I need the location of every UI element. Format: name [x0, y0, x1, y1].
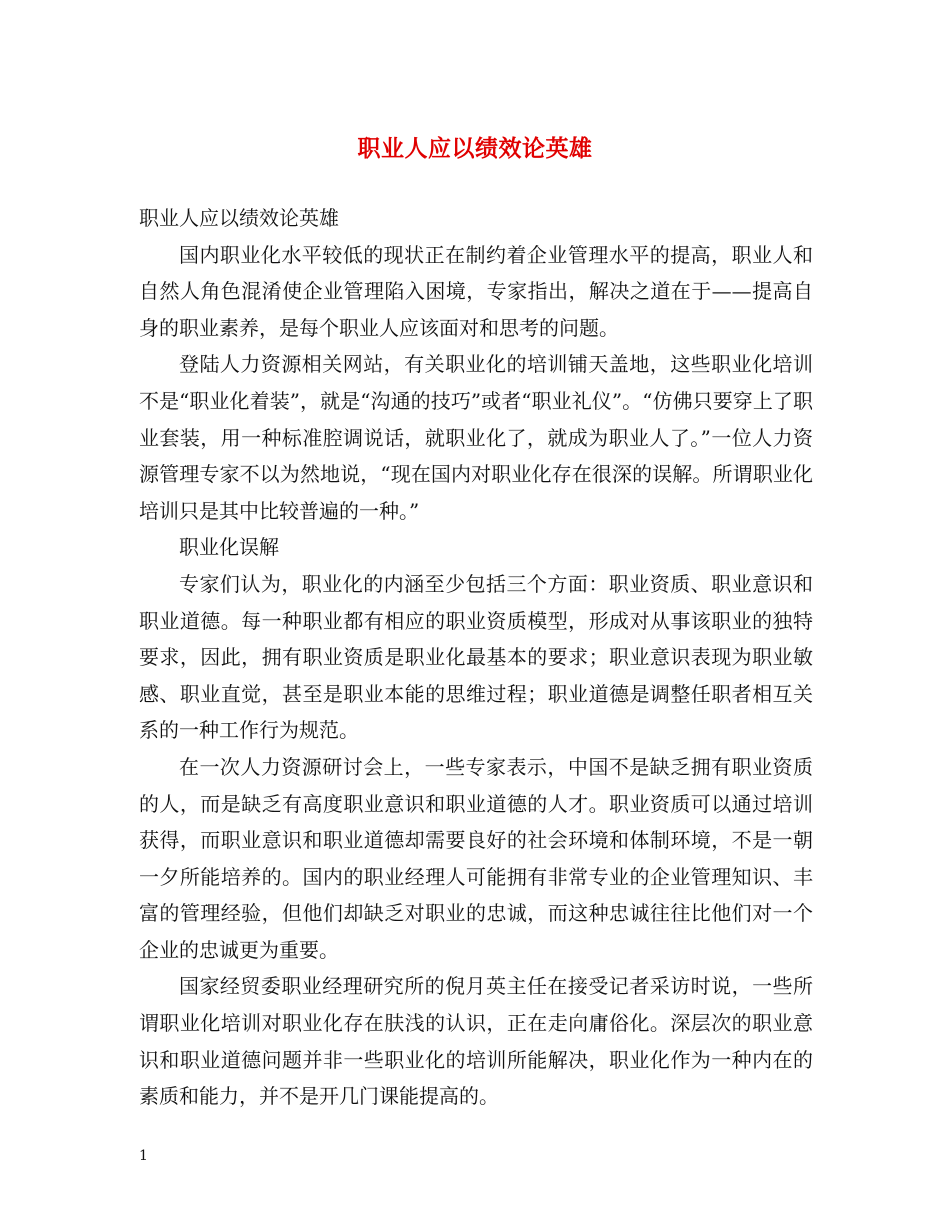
paragraph-experts: 专家们认为，职业化的内涵至少包括三个方面：职业资质、职业意识和职业道德。每一种职业都有相应的职业资质模型，形成对从事该职业的独特要求，因此，拥有职业资质是职业化最基本的要求；职业意识表现为职业敏感、职业直觉，甚至是职业本能的思维过程；职业道德是调整任职者相互关系的一种工作行为规范。 [139, 571, 813, 743]
document-title: 职业人应以绩效论英雄 [357, 135, 593, 162]
paragraph-intro: 国内职业化水平较低的现状正在制约着企业管理水平的提高，职业人和自然人角色混淆使企业管理陷入困境，专家指出，解决之道在于——提高自身的职业素养，是每个职业人应该面对和思考的问题。 [139, 242, 813, 340]
section-heading: 职业化误解 [179, 535, 279, 560]
page-number: 1 [139, 1148, 148, 1164]
paragraph-subtitle: 职业人应以绩效论英雄 [139, 206, 339, 230]
paragraph-training: 登陆人力资源相关网站，有关职业化的培训铺天盖地，这些职业化培训不是“职业化着装”，就是“沟通的技巧”或者“职业礼仪”。“仿佛只要穿上了职业套装，用一种标准腔调说话，就职业化了，就成为职业人了。”一位人力资源管理专家不以为然地说，“现在国内对职业化存在很深的误解。所谓职业化培训只是其中比较普遍的一种。” [139, 352, 813, 523]
document-body [139, 200, 813, 1115]
paragraph-interview: 国家经贸委职业经理研究所的倪月英主任在接受记者采访时说，一些所谓职业化培训对职业化存在肤浅的认识，正在走向庸俗化。深层次的职业意识和职业道德问题并非一些职业化的培训所能解决，职业化作为一种内在的素质和能力，并不是开几门课能提高的。 [139, 974, 813, 1109]
paragraph-seminar: 在一次人力资源研讨会上，一些专家表示，中国不是缺乏拥有职业资质的人，而是缺乏有高度职业意识和职业道德的人才。职业资质可以通过培训获得，而职业意识和职业道德却需要良好的社会环境和体制环境，不是一朝一夕所能培养的。国内的职业经理人可能拥有非常专业的企业管理知识、丰富的管理经验，但他们却缺乏对职业的忠诚，而这种忠诚往往比他们对一个企业的忠诚更为重要。 [139, 754, 813, 962]
